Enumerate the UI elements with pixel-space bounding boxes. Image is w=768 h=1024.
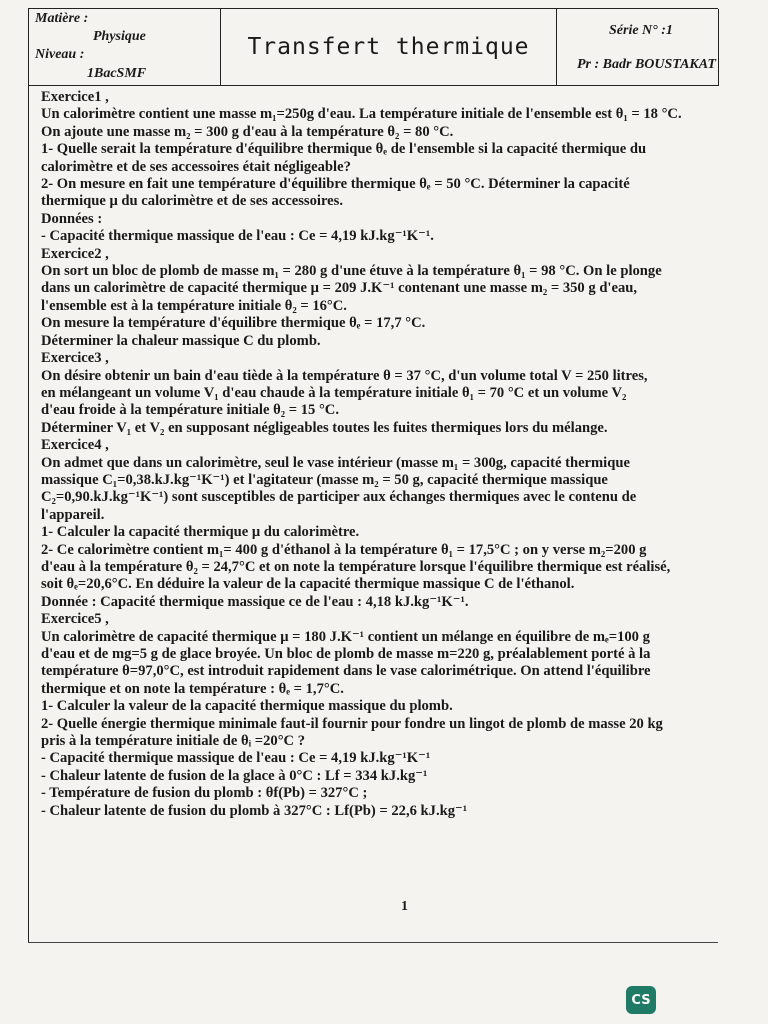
- text-line: C₂=0,90.kJ.kg⁻¹K⁻¹) sont susceptibles de participer aux échanges thermiques avec le contenu de: [41, 489, 637, 506]
- text-line: Un calorimètre de capacité thermique μ = 180 J.K⁻¹ contient un mélange en équilibre de mₑ=100 g: [41, 628, 650, 645]
- serie-cell: [557, 9, 719, 85]
- text-line: On mesure la température d'équilibre thermique θₑ = 17,7 °C.: [41, 315, 426, 332]
- camscanner-logo: CS: [626, 986, 656, 1014]
- text-line: en mélangeant un volume V₁ d'eau chaude à la température initiale θ₁ = 70 °C et un volume V₂: [41, 384, 627, 401]
- text-line: l'appareil.: [41, 506, 105, 523]
- text-line: 2- Quelle énergie thermique minimale faut-il fournir pour fondre un lingot de plomb de masse 20 kg: [41, 715, 663, 732]
- text-line: On désire obtenir un bain d'eau tiède à la température θ = 37 °C, d'un volume total V = 250 litres,: [41, 367, 648, 384]
- text-line: d'eau à la température θ₂ = 24,7°C et on note la température lorsque l'équilibre thermique est réalisé,: [41, 558, 671, 575]
- document-title: Transfert thermique: [247, 34, 530, 60]
- page-number: 1: [401, 899, 408, 914]
- bottom-rule: [28, 942, 718, 943]
- subject-cell: [29, 9, 221, 85]
- text-line: dans un calorimètre de capacité thermique μ = 209 J.K⁻¹ contenant une masse m₂ = 350 g d'eau,: [41, 280, 638, 297]
- text-line: - Capacité thermique massique de l'eau : Ce = 4,19 kJ.kg⁻¹K⁻¹.: [41, 228, 434, 245]
- text-line: thermique et on note la température : θₑ = 1,7°C.: [41, 680, 344, 697]
- text-line: 1- Quelle serait la température d'équilibre thermique θₑ de l'ensemble si la capacité thermique du: [41, 141, 647, 158]
- text-line: 2- On mesure en fait une température d'équilibre thermique θₑ = 50 °C. Déterminer la capacité: [41, 176, 630, 193]
- text-line: d'eau et de mg=5 g de glace broyée. Un bloc de plomb de masse m=220 g, préalablement porté à la: [41, 646, 651, 662]
- text-line: 1- Calculer la capacité thermique μ du calorimètre.: [41, 524, 360, 541]
- text-line: Déterminer la chaleur massique C du plomb.: [41, 332, 321, 349]
- text-line: On sort un bloc de plomb de masse m₁ = 280 g d'une étuve à la température θ₁ = 98 °C. On le plonge: [41, 263, 662, 280]
- matiere-label: Matière :: [35, 11, 89, 26]
- niveau-label: Niveau :: [35, 47, 85, 62]
- text-line: - Température de fusion du plomb : θf(Pb) = 327°C ;: [41, 785, 368, 802]
- matiere-value: Physique: [93, 29, 146, 44]
- text-line: 2- Ce calorimètre contient m₁= 400 g d'éthanol à la température θ₁ = 17,5°C ; on y verse m₂=200 g: [41, 541, 647, 558]
- text-line: Déterminer V₁ et V₂ en supposant négligeables toutes les fuites thermiques lors du mélange.: [41, 419, 608, 436]
- text-line: massique C₁=0,38.kJ.kg⁻¹K⁻¹) et l'agitateur (masse m₂ = 50 g, capacité thermique massique: [41, 471, 608, 488]
- serie-number: Série N° :1: [609, 23, 673, 38]
- text-line: soit θₑ=20,6°C. En déduire la valeur de la capacité thermique massique C de l'éthanol.: [41, 576, 575, 593]
- exercise-heading: Exercice1 ,: [41, 89, 109, 105]
- header-table: [29, 9, 719, 86]
- text-line: - Chaleur latente de fusion du plomb à 327°C : Lf(Pb) = 22,6 kJ.kg⁻¹: [41, 802, 468, 819]
- text-line: - Chaleur latente de fusion de la glace à 0°C : Lf = 334 kJ.kg⁻¹: [41, 767, 428, 784]
- exercise-heading: Exercice2 ,: [41, 245, 109, 262]
- text-line: Données :: [41, 210, 103, 227]
- exercise-heading: Exercice3 ,: [41, 350, 109, 367]
- niveau-value: 1BacSMF: [87, 66, 147, 81]
- text-line: l'ensemble est à la température initiale θ₂ = 16°C.: [41, 297, 347, 314]
- title-cell: [221, 9, 557, 85]
- text-line: 1- Calculer la valeur de la capacité thermique massique du plomb.: [41, 698, 453, 715]
- text-line: On ajoute une masse m₂ = 300 g d'eau à la température θ₂ = 80 °C.: [41, 123, 454, 140]
- text-line: thermique μ du calorimètre et de ses accessoires.: [41, 193, 343, 210]
- text-line: d'eau froide à la température initiale θ₂ = 15 °C.: [41, 402, 339, 419]
- text-line: Un calorimètre contient une masse m₁=250g d'eau. La température initiale de l'ensemble est θ₁ = 18 °C.: [41, 106, 682, 123]
- text-line: On admet que dans un calorimètre, seul le vase intérieur (masse m₁ = 300g, capacité thermique: [41, 454, 630, 471]
- professor-name: Pr : Badr BOUSTAKAT: [577, 57, 716, 72]
- exercise-heading: Exercice5 ,: [41, 611, 109, 628]
- text-line: Donnée : Capacité thermique massique ce de l'eau : 4,18 kJ.kg⁻¹K⁻¹.: [41, 593, 469, 610]
- exercise-heading: Exercice4 ,: [41, 437, 109, 454]
- text-line: - Capacité thermique massique de l'eau : Ce = 4,19 kJ.kg⁻¹K⁻¹: [41, 750, 431, 767]
- text-line: calorimètre et de ses accessoires était négligeable?: [41, 158, 351, 175]
- worksheet-page: [28, 8, 718, 943]
- text-line: température θ=97,0°C, est introduit rapidement dans le vase calorimétrique. On attend l'équilibre: [41, 663, 651, 680]
- exercise-text: [41, 89, 717, 820]
- text-line: pris à la température initiale de θᵢ =20°C ?: [41, 733, 306, 750]
